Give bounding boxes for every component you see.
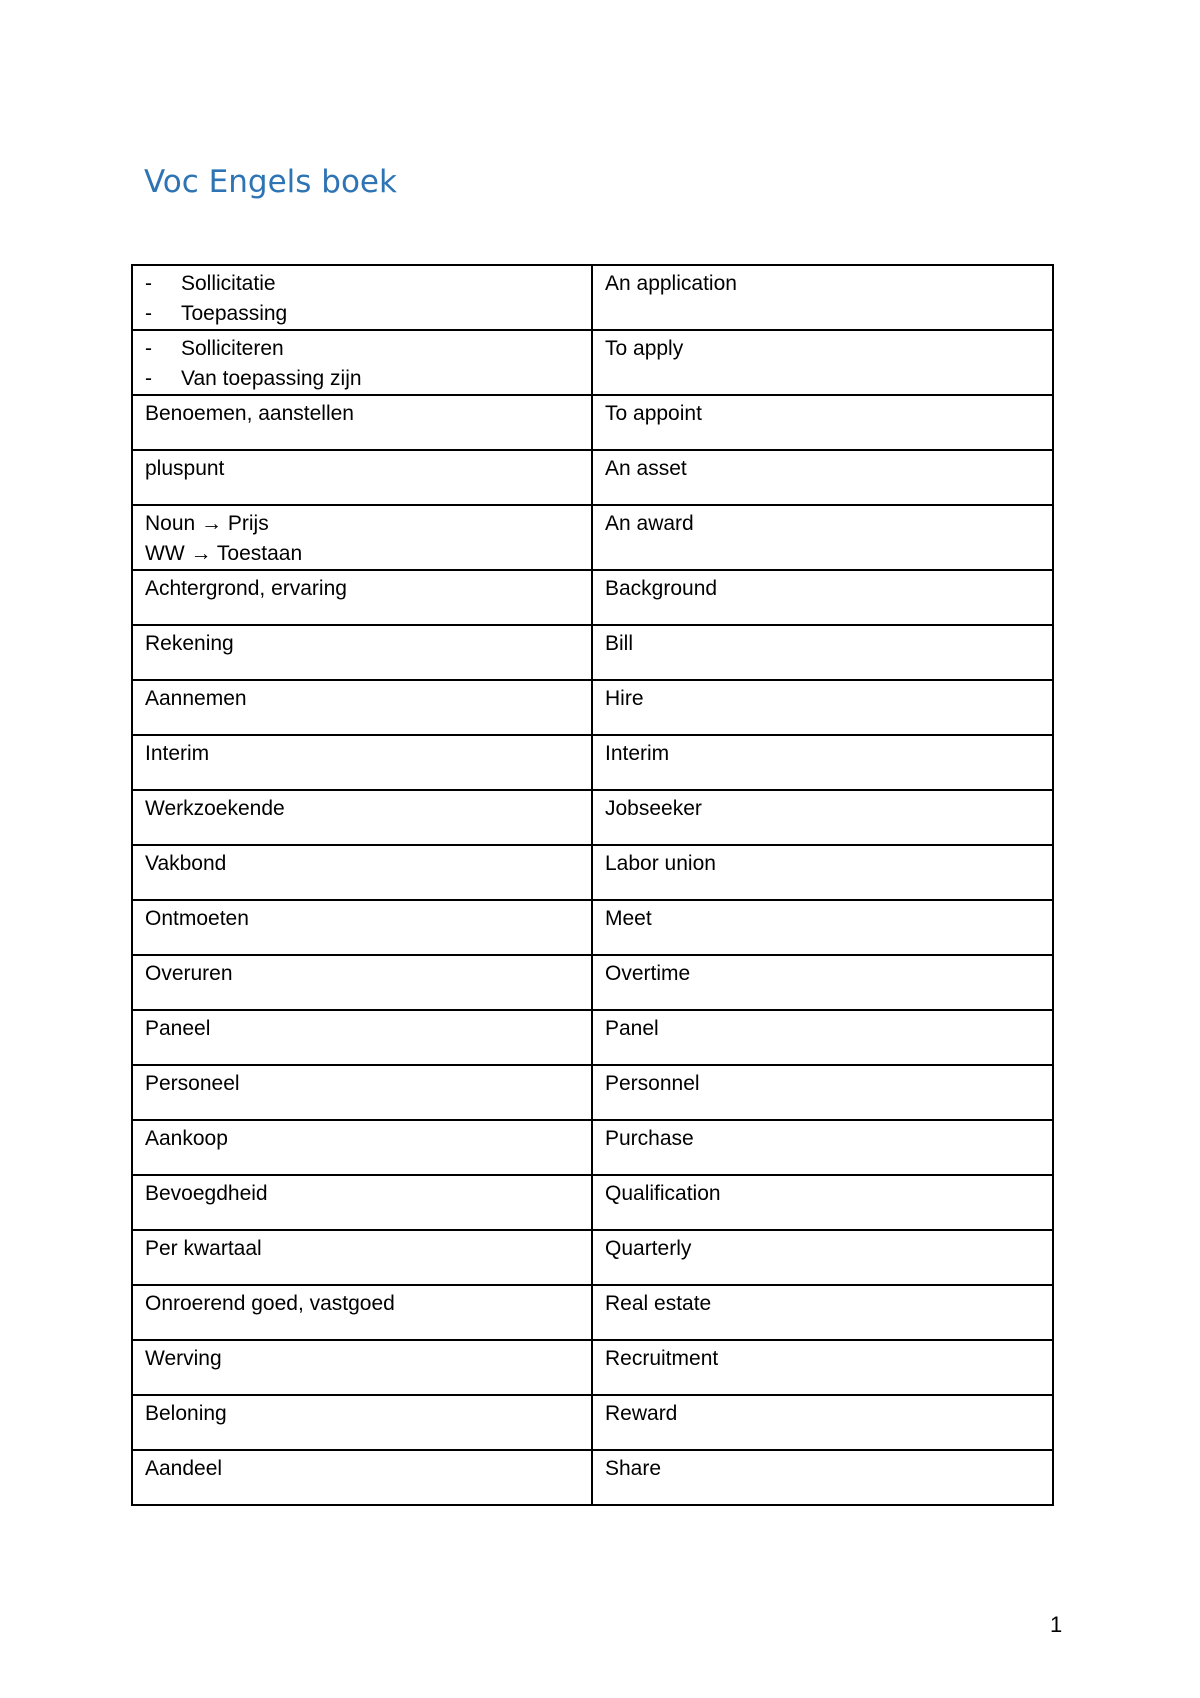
english-cell: To appoint xyxy=(592,395,1053,450)
dutch-cell: Per kwartaal xyxy=(132,1230,592,1285)
table-row xyxy=(132,1120,1053,1175)
english-cell: Interim xyxy=(592,735,1053,790)
dutch-cell: Paneel xyxy=(132,1010,592,1065)
english-cell: Jobseeker xyxy=(592,790,1053,845)
table-row xyxy=(132,845,1053,900)
table-row xyxy=(132,680,1053,735)
table-row xyxy=(132,1175,1053,1230)
table-row xyxy=(132,450,1053,505)
dash-list xyxy=(145,334,579,394)
dutch-cell: Personeel xyxy=(132,1065,592,1120)
dutch-cell: Rekening xyxy=(132,625,592,680)
english-cell: An award xyxy=(592,505,1053,570)
table-row xyxy=(132,1340,1053,1395)
page-title: Voc Engels boek xyxy=(144,164,397,200)
vocab-table xyxy=(131,264,1054,1506)
dutch-cell xyxy=(132,505,592,570)
english-cell: Hire xyxy=(592,680,1053,735)
dutch-cell: Aannemen xyxy=(132,680,592,735)
english-cell: An application xyxy=(592,265,1053,330)
english-cell: Background xyxy=(592,570,1053,625)
english-cell: An asset xyxy=(592,450,1053,505)
table-row xyxy=(132,265,1053,330)
page-number: 1 xyxy=(1050,1612,1063,1637)
english-cell: Quarterly xyxy=(592,1230,1053,1285)
table-row xyxy=(132,900,1053,955)
table-row xyxy=(132,570,1053,625)
english-cell: Purchase xyxy=(592,1120,1053,1175)
english-cell: Real estate xyxy=(592,1285,1053,1340)
english-cell: Reward xyxy=(592,1395,1053,1450)
dutch-cell xyxy=(132,265,592,330)
table-row xyxy=(132,1065,1053,1120)
english-cell: Overtime xyxy=(592,955,1053,1010)
table-row xyxy=(132,505,1053,570)
list-item: - Toepassing xyxy=(145,299,579,329)
dutch-cell: Aandeel xyxy=(132,1450,592,1505)
dutch-cell: Ontmoeten xyxy=(132,900,592,955)
table-row xyxy=(132,1230,1053,1285)
table-row xyxy=(132,735,1053,790)
english-cell: Meet xyxy=(592,900,1053,955)
cell-line: WW → Toestaan xyxy=(145,542,303,565)
table-row xyxy=(132,955,1053,1010)
table-row xyxy=(132,395,1053,450)
dutch-cell: Bevoegdheid xyxy=(132,1175,592,1230)
list-item: - Solliciteren xyxy=(145,334,579,364)
dutch-cell: Vakbond xyxy=(132,845,592,900)
table-row xyxy=(132,330,1053,395)
list-item: - Van toepassing zijn xyxy=(145,364,579,394)
dash-list xyxy=(145,269,579,329)
dutch-cell: Achtergrond, ervaring xyxy=(132,570,592,625)
dutch-cell xyxy=(132,330,592,395)
dutch-cell: Overuren xyxy=(132,955,592,1010)
english-cell: Recruitment xyxy=(592,1340,1053,1395)
table-row xyxy=(132,790,1053,845)
english-cell: Personnel xyxy=(592,1065,1053,1120)
dutch-cell: Onroerend goed, vastgoed xyxy=(132,1285,592,1340)
dutch-cell: Aankoop xyxy=(132,1120,592,1175)
dutch-cell: Interim xyxy=(132,735,592,790)
english-cell: Bill xyxy=(592,625,1053,680)
list-item: - Sollicitatie xyxy=(145,269,579,299)
table-row xyxy=(132,1395,1053,1450)
table-row xyxy=(132,1010,1053,1065)
english-cell: Share xyxy=(592,1450,1053,1505)
table-row xyxy=(132,1450,1053,1505)
english-cell: Labor union xyxy=(592,845,1053,900)
dutch-cell: Beloning xyxy=(132,1395,592,1450)
english-cell: To apply xyxy=(592,330,1053,395)
table-row xyxy=(132,1285,1053,1340)
english-cell: Panel xyxy=(592,1010,1053,1065)
english-cell: Qualification xyxy=(592,1175,1053,1230)
dutch-cell: Werkzoekende xyxy=(132,790,592,845)
table-row xyxy=(132,625,1053,680)
dutch-cell: pluspunt xyxy=(132,450,592,505)
dutch-cell: Werving xyxy=(132,1340,592,1395)
dutch-cell: Benoemen, aanstellen xyxy=(132,395,592,450)
cell-line: Noun → Prijs xyxy=(145,512,269,535)
